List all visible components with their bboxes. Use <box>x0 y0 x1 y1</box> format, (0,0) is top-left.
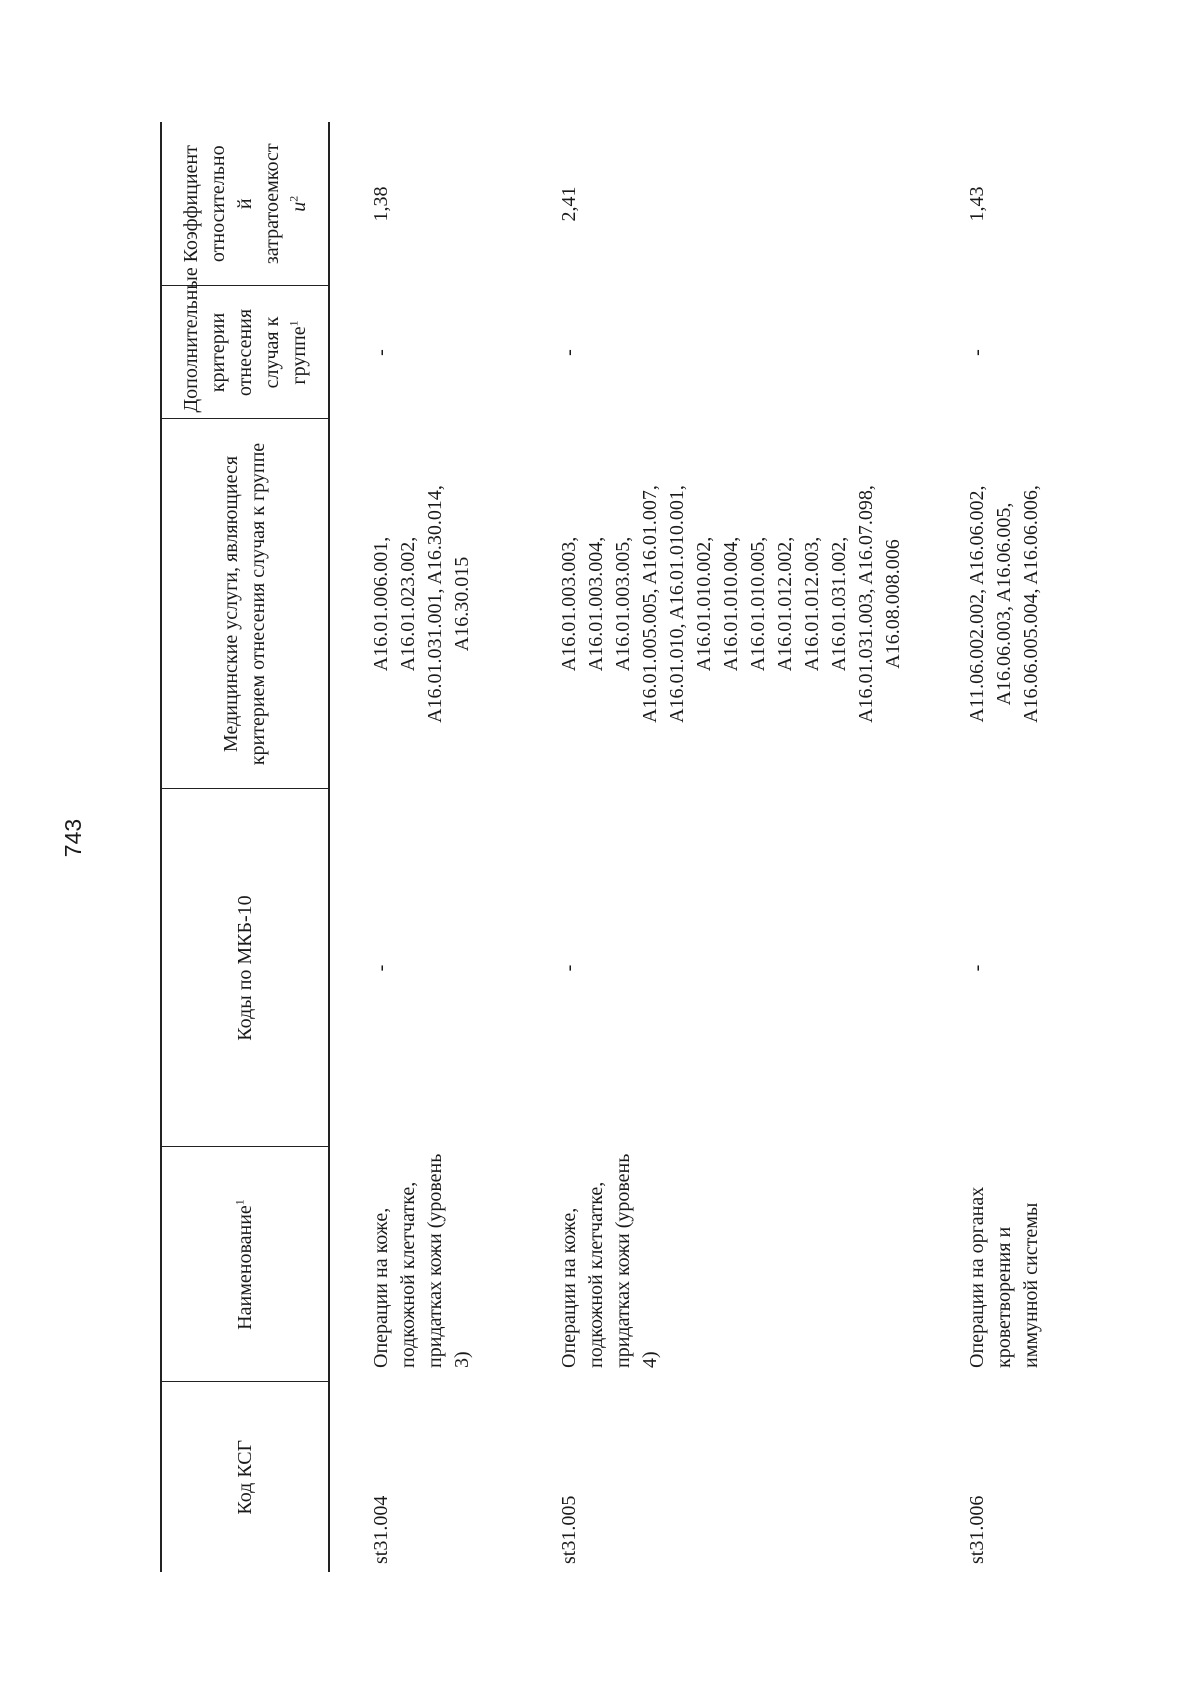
header-services: Медицинские услуги, являющиеся критерием отнесения случая к группе <box>161 419 329 789</box>
header-coefficient: Коэффициент относительно й затратоемкост $и^2$ <box>161 122 329 286</box>
row-icd: - <box>966 964 988 972</box>
header-code: Код КСГ <box>233 1439 256 1515</box>
row-coefficient: 2,41 <box>558 186 580 222</box>
page-number: 743 <box>60 818 86 858</box>
row-icd: - <box>558 964 580 972</box>
row-code: st31.004 <box>370 1495 392 1564</box>
header-name: Наименование$^1$ <box>161 1147 329 1382</box>
row-name: Операции на коже, подкожной клетчатке, придатках кожи (уровень 4) <box>558 1153 661 1368</box>
row-services: A11.06.002.002, A16.06.002, A16.06.003, A16.06.005, A16.06.005.004, A16.06.006, <box>966 485 1042 723</box>
row-services: A16.01.006.001, A16.01.023.002, A16.01.031.001, A16.30.014, A16.30.015 <box>370 485 473 723</box>
row-criteria: - <box>966 349 988 356</box>
table-header <box>161 122 329 1572</box>
row-name: Операции на органах кроветворения и иммунной системы <box>966 1186 1042 1368</box>
ksg-table <box>160 122 1088 1572</box>
row-code: st31.005 <box>558 1495 580 1564</box>
row-coefficient: 1,38 <box>370 186 392 222</box>
row-services: A16.01.003.003, A16.01.003.004, A16.01.003.005, A16.01.005.005, A16.01.007, A16.01.010, A16.01.010.001, A16.01.010.002, A16.01.010.004, A16.01.010.005, A16.01.012.002, A16.01.012.003, A16.01.031.002, A16.01.031.003, A16.07.098, A16.08.008.006 <box>558 485 904 723</box>
table-row <box>552 122 960 1572</box>
table-row <box>960 122 1088 1572</box>
row-icd: - <box>370 964 392 972</box>
table-row <box>329 122 552 1572</box>
row-criteria: - <box>370 349 392 356</box>
row-code: st31.006 <box>966 1495 988 1564</box>
header-criteria: Дополнительные критерии отнесения случая к группе$^1$ <box>161 286 329 419</box>
row-criteria: - <box>558 349 580 356</box>
row-name: Операции на коже, подкожной клетчатке, придатках кожи (уровень 3) <box>370 1153 473 1368</box>
header-icd: Коды по МКБ-10 <box>161 789 329 1147</box>
row-coefficient: 1,43 <box>966 186 988 222</box>
